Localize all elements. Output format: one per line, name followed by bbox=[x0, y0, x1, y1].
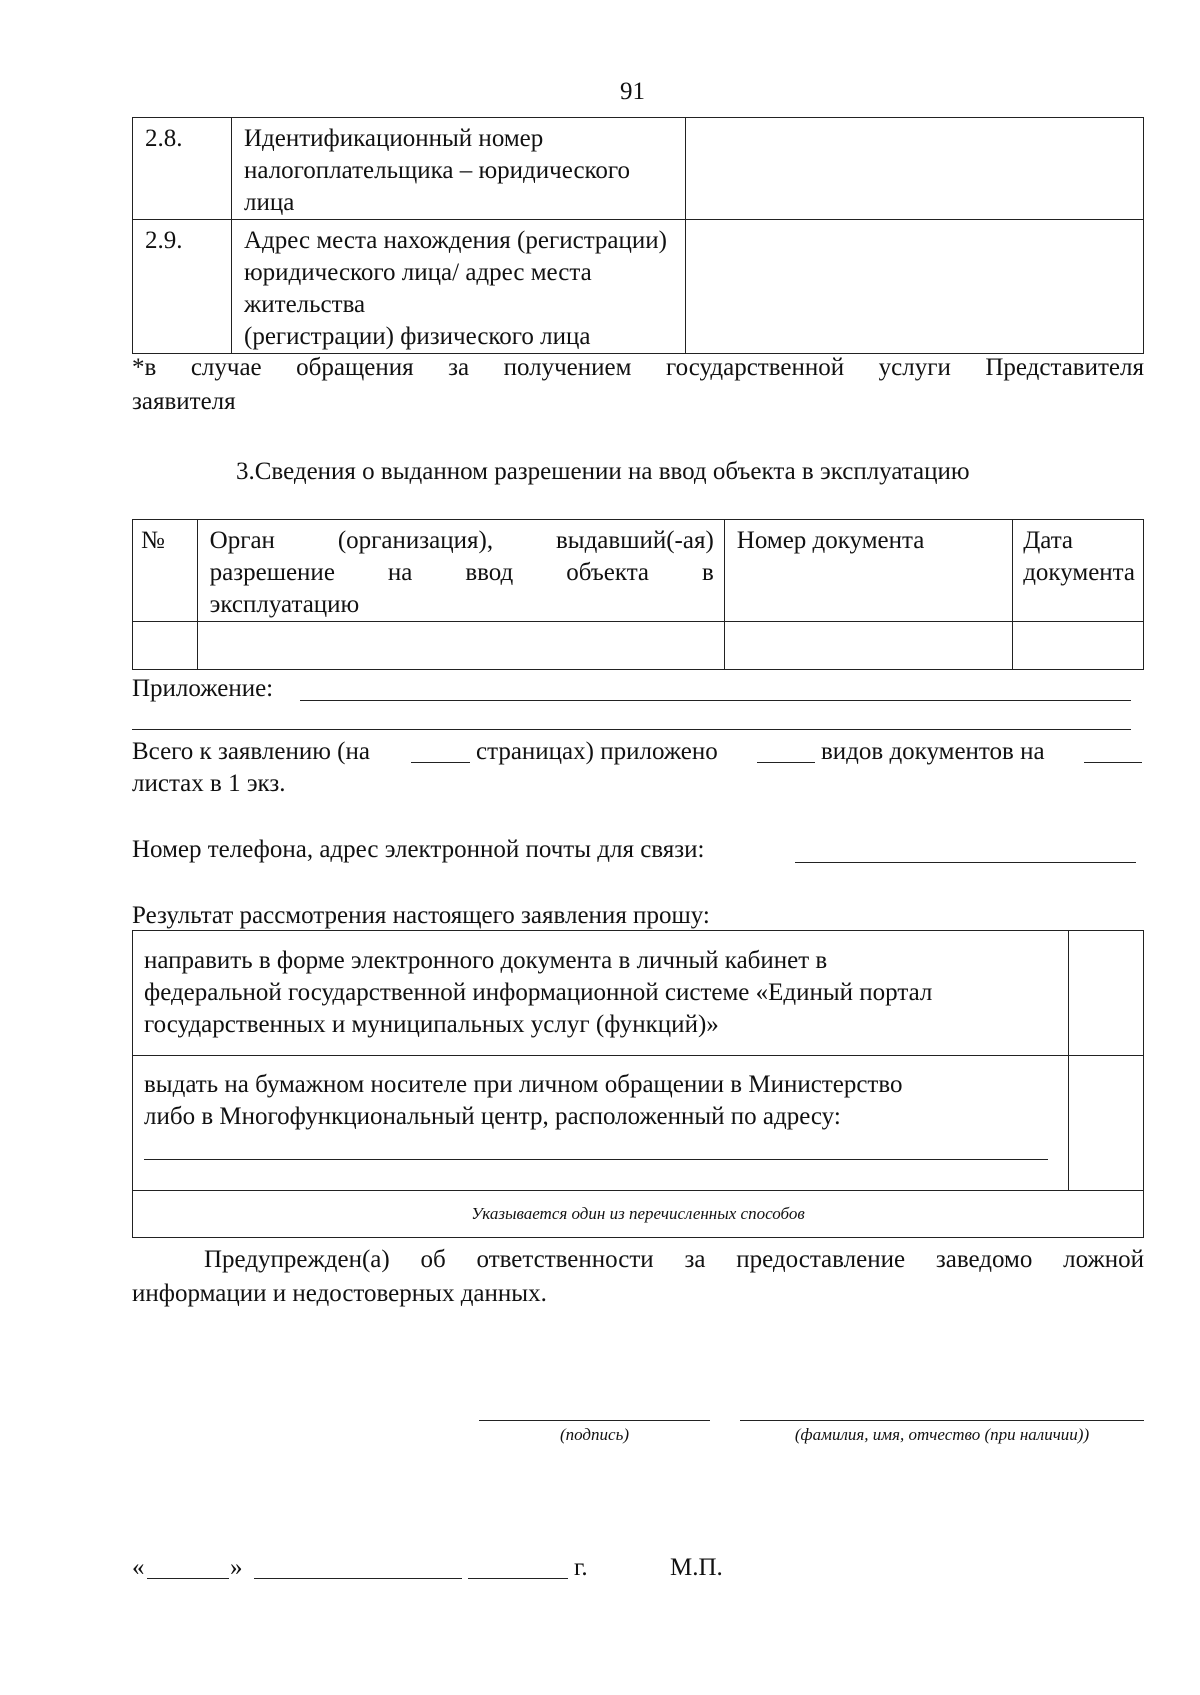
full-name-caption: (фамилия, имя, отчество (при наличии)) bbox=[794, 1425, 1090, 1444]
attachment-label: Приложение: bbox=[132, 675, 274, 702]
section-title: 3.Сведения о выданном разрешении на ввод объекта в эксплуатацию bbox=[236, 458, 970, 485]
row-label-line: юридического лица/ адрес места жительства bbox=[244, 259, 592, 318]
day-blank[interactable] bbox=[147, 1578, 229, 1579]
header-line: эксплуатацию bbox=[209, 591, 360, 618]
full-name-blank[interactable] bbox=[740, 1420, 1144, 1421]
total-text: Всего к заявлению (на bbox=[132, 738, 370, 765]
row-label bbox=[232, 118, 686, 220]
option-line: направить в форме электронного документа в личный кабинет в bbox=[144, 947, 828, 974]
open-quote: « bbox=[132, 1554, 145, 1581]
row-value-field[interactable] bbox=[686, 118, 1144, 220]
warning-line: информации и недостоверных данных. bbox=[132, 1280, 547, 1307]
year-blank[interactable] bbox=[468, 1578, 568, 1579]
row-label-line: Идентификационный номер bbox=[244, 125, 544, 152]
cell-date-field[interactable] bbox=[1013, 622, 1144, 670]
option-row bbox=[133, 931, 1144, 1056]
applicant-info-table bbox=[132, 117, 1144, 354]
total-text: листах в 1 экз. bbox=[132, 770, 286, 797]
attachment-blank[interactable] bbox=[132, 729, 1131, 730]
header-line: Орган (организация), выдавший(-ая) bbox=[209, 527, 714, 554]
cell-organ-field[interactable] bbox=[197, 622, 724, 670]
table-header-row bbox=[133, 520, 1144, 622]
address-blank[interactable] bbox=[144, 1159, 1048, 1160]
row-number: 2.8. bbox=[133, 118, 232, 220]
attachment-blank[interactable] bbox=[300, 700, 1131, 701]
option-electronic-text bbox=[133, 931, 1069, 1056]
row-label-line: Адрес места нахождения (регистрации) bbox=[244, 227, 667, 254]
table-row bbox=[133, 220, 1144, 354]
cell-doc-number-field[interactable] bbox=[724, 622, 1012, 670]
contact-blank[interactable] bbox=[795, 862, 1136, 863]
result-options-table bbox=[132, 930, 1144, 1238]
column-header-number: № bbox=[133, 520, 198, 622]
table-row bbox=[133, 118, 1144, 220]
doc-types-count-blank[interactable] bbox=[757, 762, 815, 763]
signature-blank[interactable] bbox=[479, 1420, 710, 1421]
sheets-count-blank[interactable] bbox=[1084, 762, 1142, 763]
option-line: выдать на бумажном носителе при личном обращении в Министерство bbox=[144, 1071, 903, 1098]
header-line: документа bbox=[1023, 559, 1135, 586]
total-text: видов документов на bbox=[821, 738, 1045, 765]
option-line: федеральной государственной информационной системе «Единый портал bbox=[144, 979, 933, 1006]
page-number: 91 bbox=[620, 78, 645, 105]
note-row bbox=[133, 1191, 1144, 1238]
option-paper-text bbox=[133, 1056, 1069, 1191]
row-number: 2.9. bbox=[133, 220, 232, 354]
footnote-line: заявителя bbox=[132, 388, 236, 415]
column-header-organ bbox=[197, 520, 724, 622]
signature-caption: (подпись) bbox=[560, 1425, 629, 1444]
row-value-field[interactable] bbox=[686, 220, 1144, 354]
year-suffix: г. bbox=[574, 1554, 588, 1581]
total-text: страницах) приложено bbox=[476, 738, 718, 765]
warning-line: Предупрежден(а) об ответственности за предоставление заведомо ложной bbox=[204, 1246, 1144, 1273]
header-line: Дата bbox=[1023, 527, 1074, 554]
month-blank[interactable] bbox=[254, 1578, 462, 1579]
contact-label: Номер телефона, адрес электронной почты для связи: bbox=[132, 836, 705, 863]
row-label-line: налогоплательщика – юридического лица bbox=[244, 157, 631, 216]
result-label: Результат рассмотрения настоящего заявления прошу: bbox=[132, 902, 710, 929]
row-label-line: (регистрации) физического лица bbox=[244, 323, 591, 350]
footnote-line: *в случае обращения за получением государственной услуги Представителя bbox=[132, 354, 1144, 381]
option-line: государственных и муниципальных услуг (функций)» bbox=[144, 1011, 719, 1038]
header-line: разрешение на ввод объекта в bbox=[209, 559, 714, 586]
option-paper-checkbox[interactable] bbox=[1069, 1056, 1144, 1191]
option-line: либо в Многофункциональный центр, расположенный по адресу: bbox=[144, 1103, 841, 1130]
column-header-doc-number: Номер документа bbox=[724, 520, 1012, 622]
table-row bbox=[133, 622, 1144, 670]
option-row bbox=[133, 1056, 1144, 1191]
option-electronic-checkbox[interactable] bbox=[1069, 931, 1144, 1056]
close-quote: » bbox=[230, 1554, 243, 1581]
stamp-place: М.П. bbox=[670, 1554, 723, 1581]
row-label bbox=[232, 220, 686, 354]
column-header-date bbox=[1013, 520, 1144, 622]
cell-number-field[interactable] bbox=[133, 622, 198, 670]
permit-table bbox=[132, 519, 1144, 670]
method-note: Указывается один из перечисленных способов bbox=[133, 1191, 1144, 1238]
pages-count-blank[interactable] bbox=[411, 762, 470, 763]
